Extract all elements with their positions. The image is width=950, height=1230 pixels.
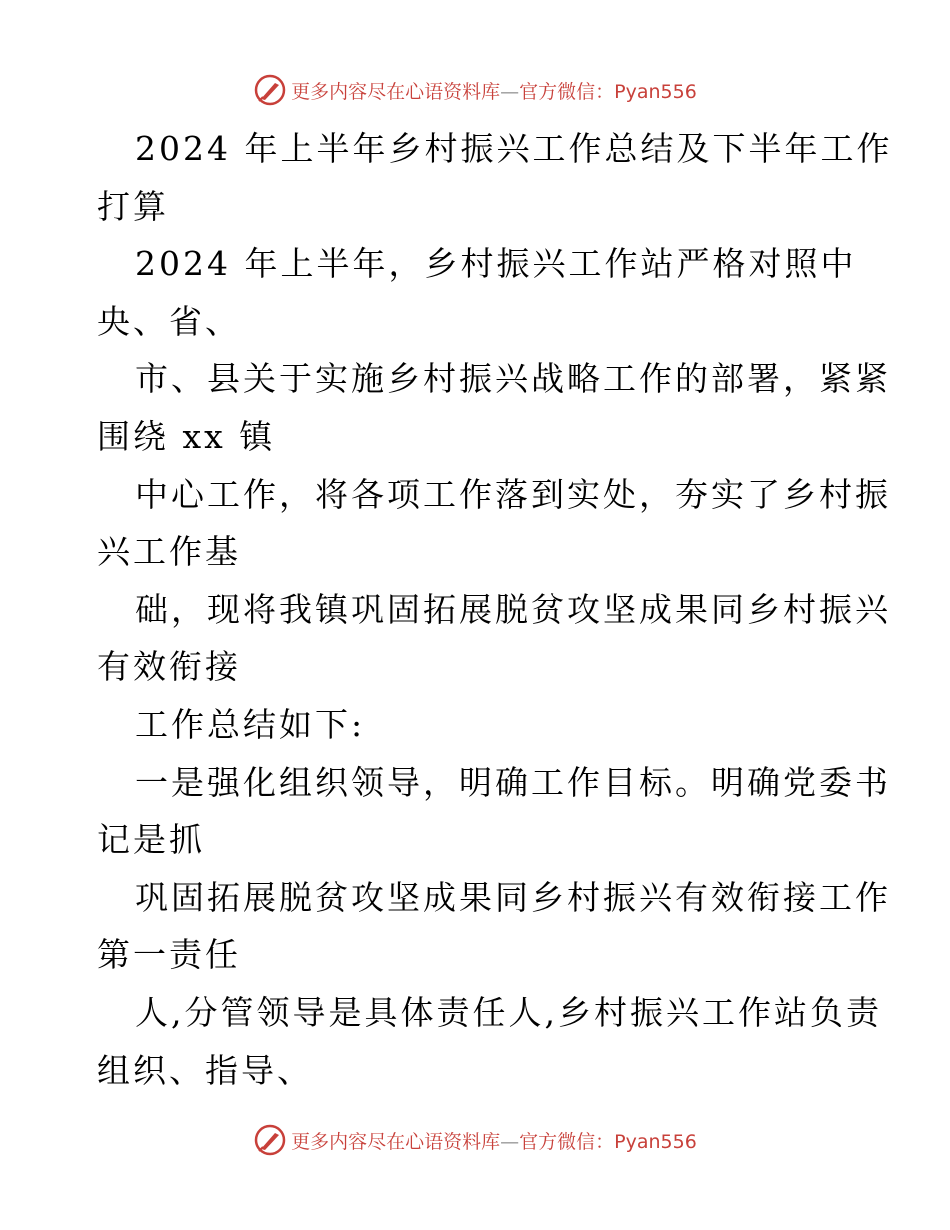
body-line: 组织、指导、: [97, 1050, 313, 1090]
body-line: 围绕 xx 镇: [97, 416, 276, 456]
body-line: 工作总结如下:: [135, 704, 366, 744]
body-line: 市、县关于实施乡村振兴战略工作的部署，紧紧: [135, 359, 891, 399]
body-line: 2024 年上半年，乡村振兴工作站严格对照中: [135, 244, 857, 284]
body-line: 第一责任: [97, 935, 241, 975]
body-line: 记是抓: [97, 820, 205, 860]
watermark-wechat-text: 官方微信：Pyan556: [519, 1130, 697, 1153]
title-line-1: 2024 年上半年乡村振兴工作总结及下半年工作: [135, 129, 893, 168]
body-line: 人,分管领导是具体责任人,乡村振兴工作站负责: [135, 992, 882, 1032]
watermark-separator: —: [500, 1130, 520, 1153]
footer-watermark: [0, 1120, 950, 1160]
watermark-separator: —: [500, 80, 520, 103]
body-line: 础，现将我镇巩固拓展脱贫攻坚成果同乡村振兴: [135, 589, 891, 629]
watermark-main-text: 更多内容尽在心语资料库: [291, 1130, 501, 1153]
watermark-wechat-text: 官方微信：Pyan556: [519, 80, 697, 103]
watermark-text: [291, 1127, 697, 1154]
body-line: 中心工作，将各项工作落到实处，夯实了乡村振: [135, 474, 891, 514]
quill-logo-icon: [253, 1123, 287, 1157]
header-watermark: [0, 70, 950, 110]
body-line: 央、省、: [97, 301, 241, 341]
quill-logo-icon: [253, 73, 287, 107]
body-line: 兴工作基: [97, 532, 241, 572]
body-line: 巩固拓展脱贫攻坚成果同乡村振兴有效衔接工作: [135, 877, 891, 917]
body-line: 有效衔接: [97, 647, 241, 687]
watermark-main-text: 更多内容尽在心语资料库: [291, 80, 501, 103]
title-line-2: 打算: [97, 186, 169, 226]
body-line: 一是强化组织领导，明确工作目标。明确党委书: [135, 762, 891, 802]
document-body: [97, 120, 893, 1099]
watermark-text: [291, 77, 697, 104]
